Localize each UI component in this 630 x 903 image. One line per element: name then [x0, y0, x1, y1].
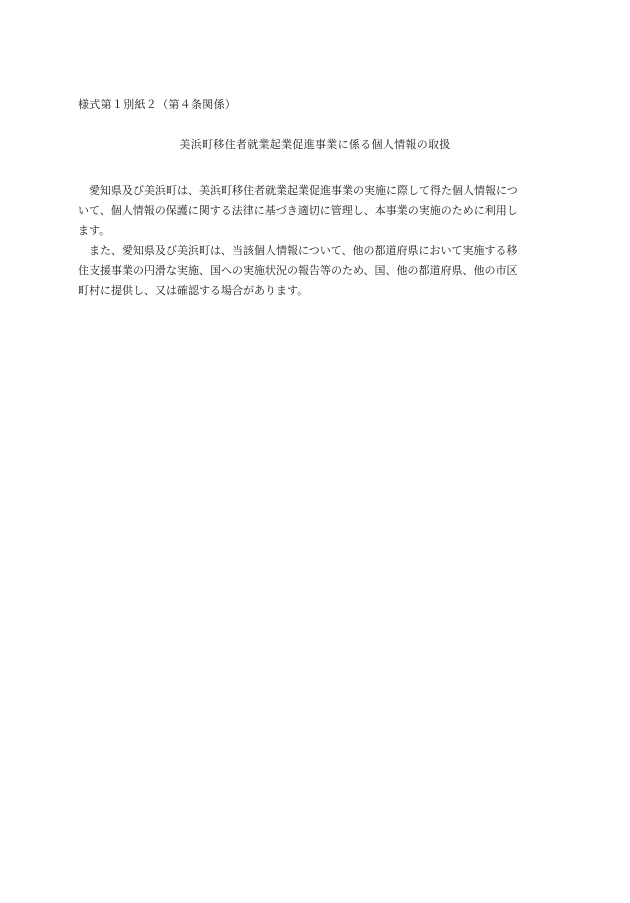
- paragraph-2: [78, 241, 548, 301]
- form-label: 様式第１別紙２（第４条関係）: [78, 98, 237, 111]
- paragraph-line: 住支援事業の円滑な実施、国への実施状況の報告等のため、国、他の都道府県、他の市区: [78, 264, 518, 277]
- paragraph-line: また、愛知県及び美浜町は、当該個人情報について、他の都道府県において実施する移: [89, 244, 518, 257]
- document-body: [78, 181, 548, 301]
- paragraph-1: [78, 181, 548, 241]
- document-title: 美浜町移住者就業起業促進事業に係る個人情報の取扱: [179, 138, 451, 151]
- paragraph-line: いて、個人情報の保護に関する法律に基づき適切に管理し、本事業の実施のために利用し: [78, 204, 518, 217]
- paragraph-line: ます。: [78, 224, 111, 237]
- paragraph-line: 愛知県及び美浜町は、美浜町移住者就業起業促進事業の実施に際して得た個人情報につ: [89, 184, 518, 197]
- paragraph-line: 町村に提供し、又は確認する場合があります。: [78, 284, 309, 297]
